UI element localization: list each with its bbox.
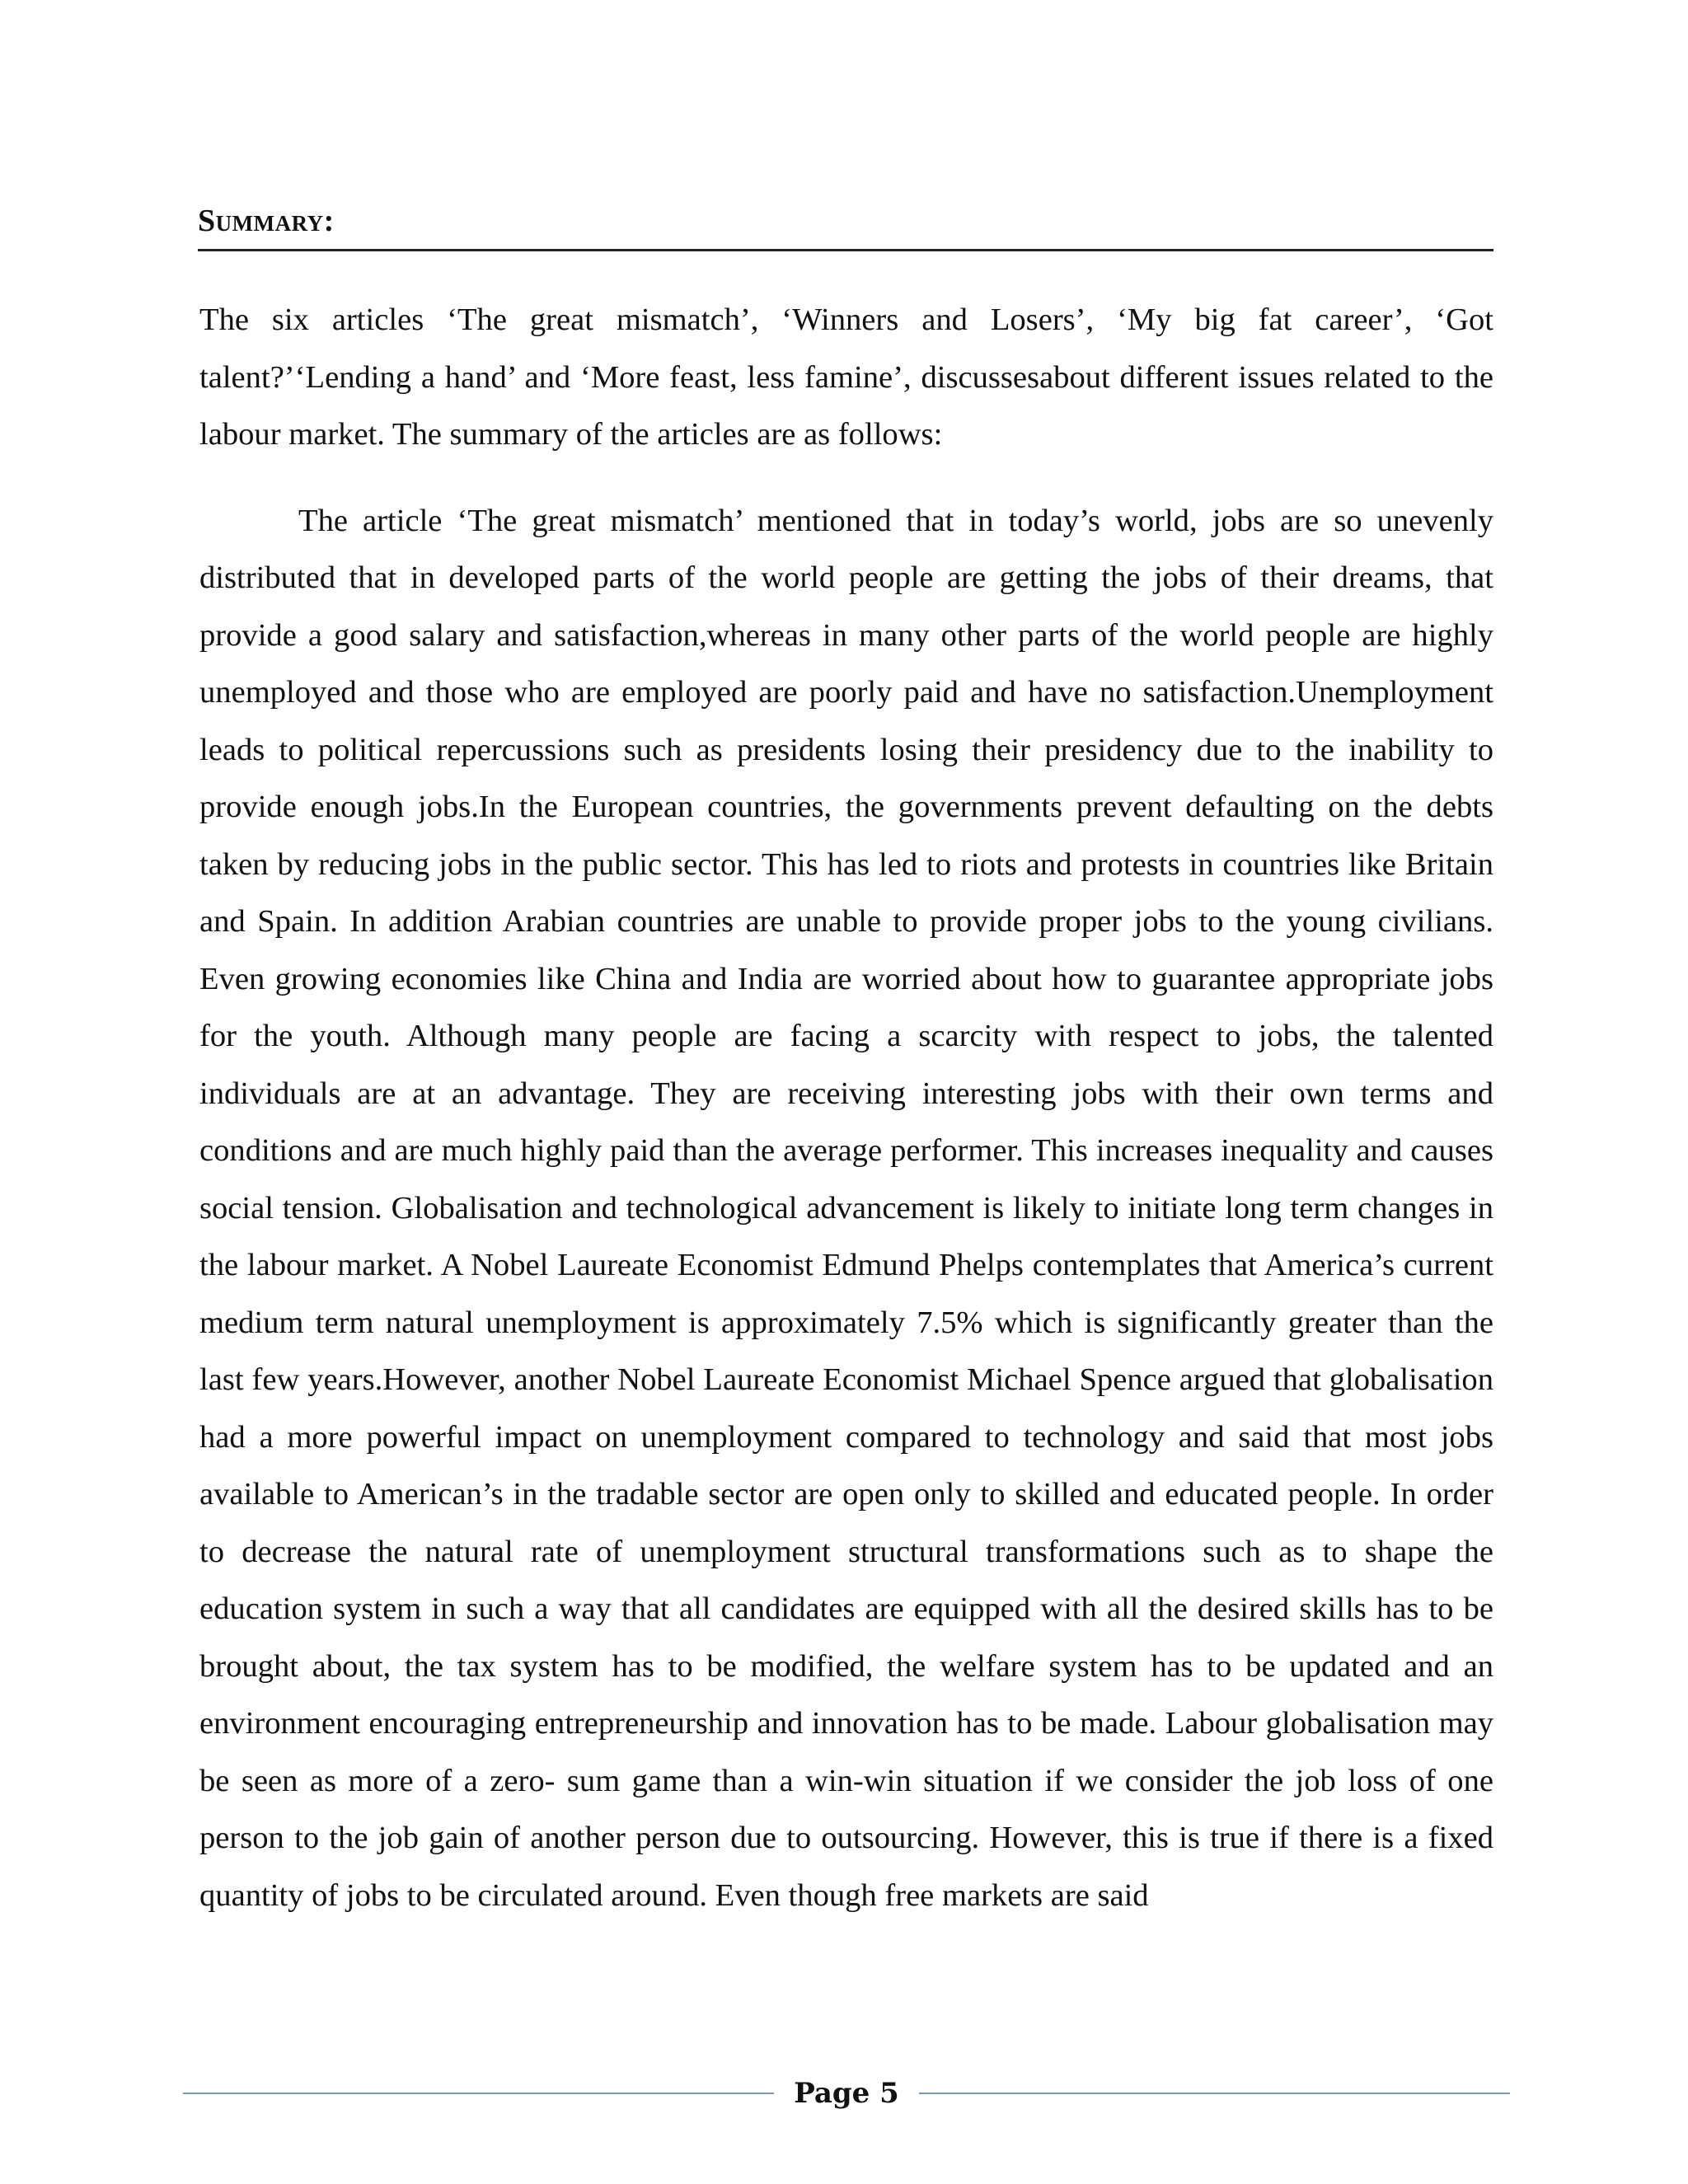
section-heading-text: Summary: xyxy=(198,204,335,238)
main-paragraph: The article ‘The great mismatch’ mentioned that in today’s world, jobs are so unevenly distributed that in developed parts of the world people are getting the jobs of their dreams, that provide a good salary and satisfaction,whereas in many other parts of the world people are highly unemployed and those who are employed are poorly paid and have no satisfaction.Unemployment leads to political repercussions such as presidents losing their presidency due to the inability to provide enough jobs.In the European countries, the governments prevent defaulting on the debts taken by reducing jobs in the public sector. This has led to riots and protests in countries like Britain and Spain. In addition Arabian countries are unable to provide proper jobs to the young civilians. Even growing economies like China and India are worried about how to guarantee appropriate jobs for the youth. Although many people are facing a scarcity with respect to jobs, the talented individuals are at an advantage. They are receiving interesting jobs with their own terms and conditions and are much highly paid than the average performer. This increases inequality and causes social tension. Globalisation and technological advancement is likely to initiate long term changes in the labour market. A Nobel Laureate Economist Edmund Phelps contemplates that America’s current medium term natural unemployment is approximately 7.5% which is significantly greater than the last few years.However, another Nobel Laureate Economist Michael Spence argued that globalisation had a more powerful impact on unemployment compared to technology and said that most jobs available to American’s in the tradable sector are open only to skilled and educated people. In order to decrease the natural rate of unemployment structural transformations such as to shape the education system in such a way that all candidates are equipped with all the desired skills has to be brought about, the tax system has to be modified, the welfare system has to be updated and an environment encouraging entrepreneurship and innovation has to be made. Labour globalisation may be seen as more of a zero- sum game than a win-win situation if we consider the job loss of one person to the job gain of another person due to outsourcing. However, this is true if there is a fixed quantity of jobs to be circulated around. Even though free markets are said xyxy=(199,503,1493,1913)
page-footer xyxy=(183,2069,1510,2118)
section-heading xyxy=(198,198,1493,251)
document-body xyxy=(199,292,1493,1924)
footer-rule-right xyxy=(919,2093,1510,2094)
page-number: Page 5 xyxy=(794,2077,899,2110)
intro-paragraph: The six articles ‘The great mismatch’, ‘Winners and Losers’, ‘My big fat career’, ‘Got talent?’‘Lending a hand’ and ‘More feast, less famine’, discussesabout different issues related to the labour market. The summary of the articles are as follows: xyxy=(199,302,1493,452)
footer-rule-left xyxy=(183,2093,774,2094)
